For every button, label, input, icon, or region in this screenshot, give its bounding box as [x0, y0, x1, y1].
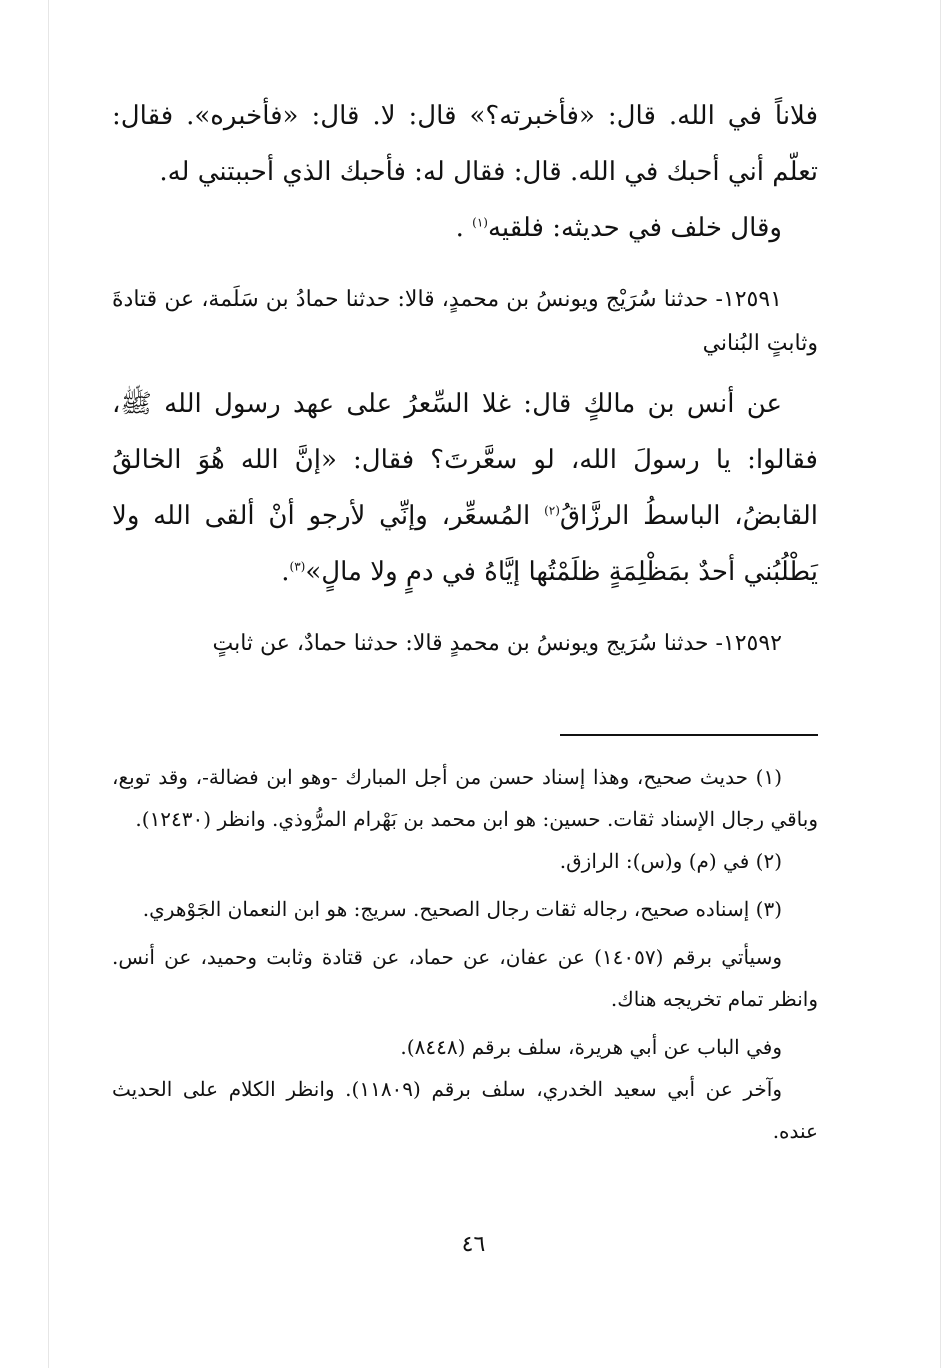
hadith-12591-matn-b: المُسعِّر، وإنِّي لأرجو أنْ ألقى الله ولا يَطْلُبُني أحدٌ بمَظْلِمَةٍ ظلَمْتُها إيَّاهُ في دمٍ ولا مالٍ» [112, 501, 818, 587]
footnote-3: (٣) إسناده صحيح، رجاله ثقات رجال الصحيح. سريج: هو ابن النعمان الجَوْهري. [142, 897, 782, 921]
page-edge-left [48, 0, 49, 1368]
footnote-3-other: وآخر عن أبي سعيد الخدري، سلف برقم (١١٨٠٩). وانظر الكلام على الحديث عنده. [112, 1077, 818, 1143]
footnote-ref-3: (٣) [289, 559, 306, 574]
footnote-1: (١) حديث صحيح، وهذا إسناد حسن من أجل المبارك -وهو ابن فضالة-، وقد توبع، وباقي رجال الإسناد ثقات. حسين: هو ابن محمد بن بَهْرام المرُّوذي. وانظر (١٢٤٣٠). [112, 765, 818, 831]
page-edge-right [940, 0, 941, 1368]
hadith-12592-isnad: ١٢٥٩٢- حدثنا سُرَيج ويونسُ بن محمدٍ قالا: حدثنا حمادٌ، عن ثابتٍ [212, 631, 782, 656]
footnote-2: (٢) في (م) و(س): الرازق. [559, 849, 782, 873]
footnotes [112, 756, 818, 1152]
footnote-ref-1: (١) [472, 215, 488, 230]
paragraph-khalaf [112, 200, 818, 256]
hadith-12591-matn-end: . [281, 557, 290, 587]
paragraph-continuation: فلاناً في الله. قال: «فأخبرته؟» قال: لا. قال: «فأخبره». فقال: تعلّم أني أحبك في الله. قال: فقال له: فأحبك الذي أحببتني له. [112, 101, 818, 187]
hadith-12591-matn [112, 376, 818, 600]
paragraph-khalaf-text: وقال خلف في حديثه: فلقيه [487, 213, 782, 243]
footnote-ref-2: (٢) [544, 503, 560, 518]
paragraph-khalaf-end: . [455, 213, 473, 243]
footnote-3-bab: وفي الباب عن أبي هريرة، سلف برقم (٨٤٤٨). [400, 1035, 782, 1059]
hadith-12591-isnad: ١٢٥٩١- حدثنا سُرَيْج ويونسُ بن محمدٍ، قالا: حدثنا حمادُ بن سَلَمة، عن قتادةَ وثابتٍ البُناني [112, 287, 818, 356]
hadith-12591-matn-a: عن أنس بن مالكٍ قال: غلا السِّعرُ على عهد رسول الله ﷺ، فقالوا: يا رسولَ الله، لو سعَّرتَ؟ فقال: «إنَّ الله هُوَ الخالقُ القابضُ، الباسطُ الرزَّاقُ [112, 389, 818, 531]
footnote-3-continued: وسيأتي برقم (١٤٠٥٧) عن عفان، عن حماد، عن قتادة وثابت وحميد، عن أنس. وانظر تمام تخريجه هناك. [112, 945, 818, 1011]
page-number: ٤٦ [461, 1232, 486, 1257]
main-text [112, 88, 818, 666]
footnote-separator [560, 734, 818, 736]
